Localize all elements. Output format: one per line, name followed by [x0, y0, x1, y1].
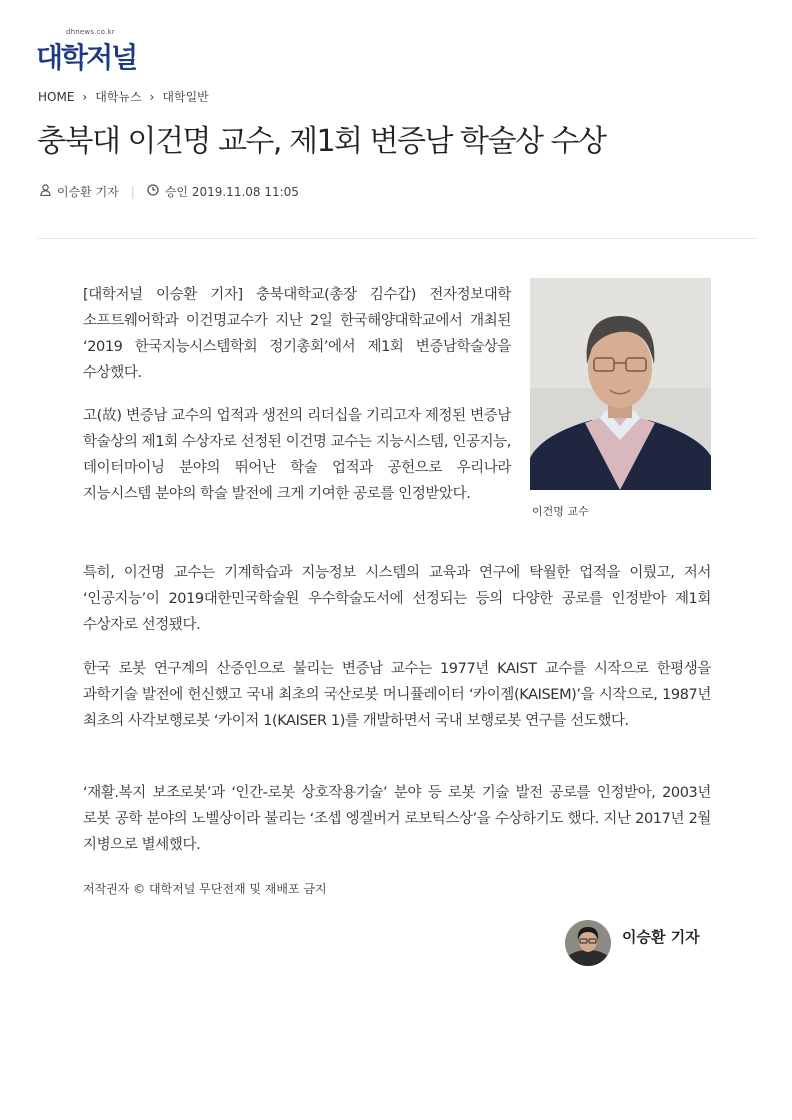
- meta-divider: |: [130, 184, 135, 199]
- reporter-name[interactable]: 이승환 기자: [57, 185, 119, 199]
- site-logo[interactable]: [36, 28, 146, 74]
- article-meta: [40, 183, 299, 200]
- breadcrumb: [38, 88, 209, 105]
- article-photo[interactable]: [530, 278, 711, 490]
- chevron-right-icon: ›: [149, 89, 155, 104]
- person-icon: [40, 184, 51, 199]
- article-paragraph: 한국 로봇 연구계의 산증인으로 불리는 변증남 교수는 1977년 KAIST 교수를 시작으로 한평생을 과학기술 발전에 헌신했고 국내 최초의 국산로봇 머니퓰레이터 ‘카이젬(KAISEM)’을 시작으로, 1987년 최초의 사각보행로봇 ‘카이저 1(KAISER 1)를 개발하면서 국내 보행로봇 연구를 선도했다.: [83, 661, 711, 729]
- approved-time: 승인 2019.11.08 11:05: [164, 185, 299, 199]
- article-title: 충북대 이건명 교수, 제1회 변증남 학술상 수상: [37, 124, 606, 159]
- clock-icon: [147, 184, 159, 199]
- logo-domain: dhnews.co.kr: [66, 28, 115, 36]
- article-paragraph: ‘재활.복지 보조로봇’과 ‘인간-로봇 상호작용기술’ 분야 등 로봇 기술 발전 공로를 인정받아, 2003년 로봇 공학 분야의 노벨상이라 불리는 ‘조셉 엥겔버거 로보틱스상’을 수상하기도 했다. 지난 2017년 2월 지병으로 별세했다.: [83, 785, 711, 853]
- header-divider: [37, 238, 757, 239]
- avatar[interactable]: [565, 920, 611, 966]
- article-paragraph: 고(故) 변증남 교수의 업적과 생전의 리더십을 기리고자 제정된 변증남 학술상의 제1회 수상자로 선정된 이건명 교수는 지능시스템, 인공지능, 데이터마이닝 분야의 뛰어난 학술 업적과 공헌으로 우리나라 지능시스템 분야의 학술 발전에 크게 기여한 공로를 인정받았다.: [83, 408, 511, 502]
- logo-text: 대학저널: [36, 41, 137, 74]
- author-name[interactable]: 이승환 기자: [622, 928, 700, 946]
- breadcrumb-level2[interactable]: 대학일반: [162, 90, 209, 104]
- chevron-right-icon: ›: [82, 89, 88, 104]
- article-paragraph: 특히, 이건명 교수는 기계학습과 지능정보 시스템의 교육과 연구에 탁월한 업적을 이뤘고, 저서 ‘인공지능’이 2019대한민국학술원 우수학술도서에 선정되는 등의 다양한 공로를 인정받아 제1회 수상자로 선정됐다.: [83, 565, 711, 633]
- breadcrumb-home[interactable]: HOME: [38, 89, 75, 104]
- photo-caption: 이건명 교수: [532, 505, 589, 518]
- copyright-notice: 저작권자 © 대학저널 무단전재 및 재배포 금지: [83, 882, 327, 896]
- breadcrumb-level1[interactable]: 대학뉴스: [95, 90, 142, 104]
- article-paragraph: [대학저널 이승환 기자] 충북대학교(총장 김수갑) 전자정보대학 소프트웨어학과 이건명교수가 지난 2일 한국해양대학교에서 개최된 ‘2019 한국지능시스템학회 정기총회’에서 제1회 변증남학술상을 수상했다.: [83, 287, 511, 381]
